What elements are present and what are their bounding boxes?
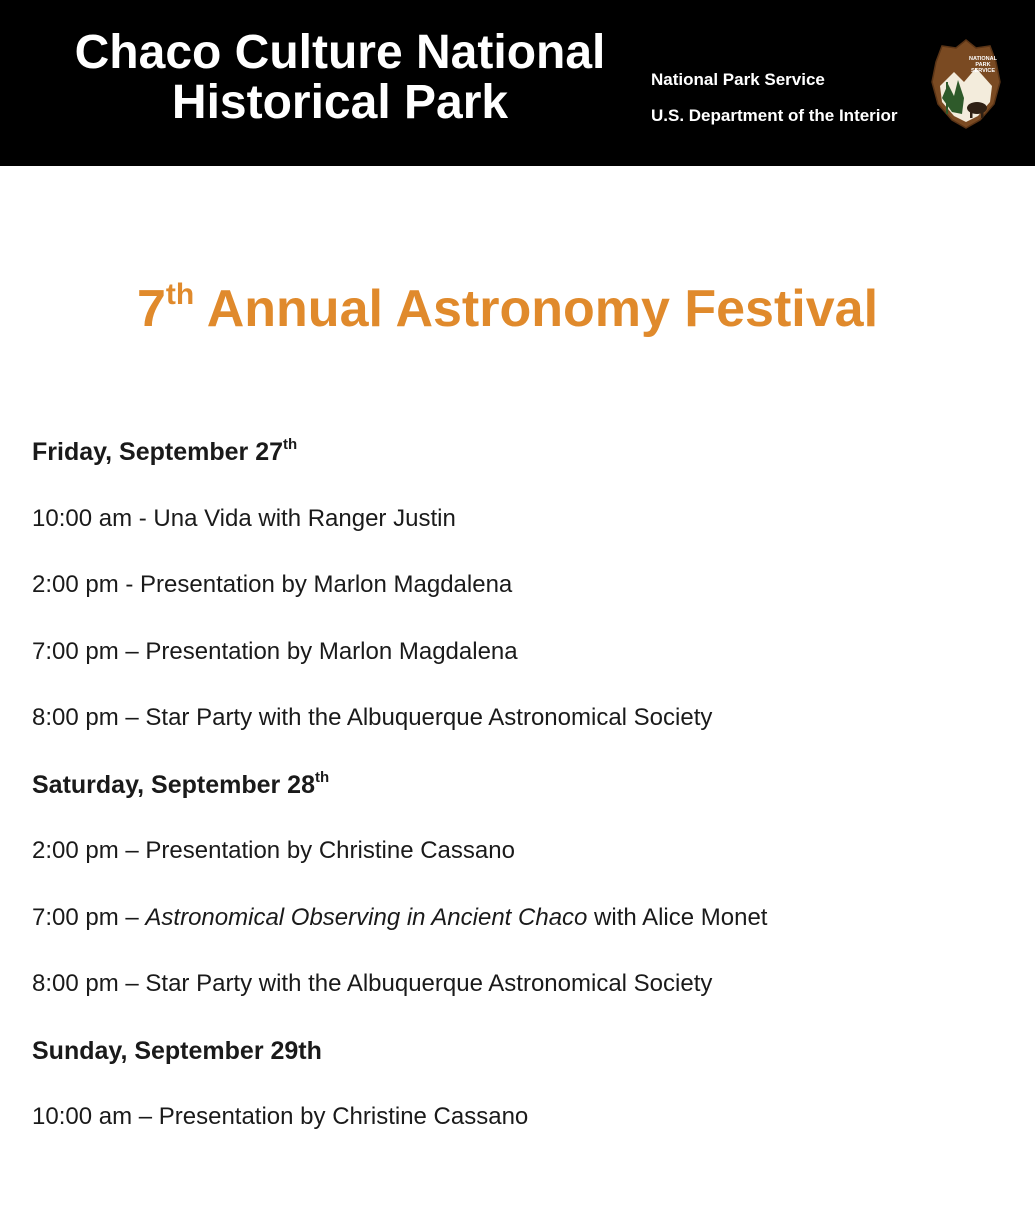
schedule bbox=[32, 432, 767, 1164]
event-item: 10:00 am – Presentation by Christine Cassano bbox=[32, 1103, 529, 1130]
day-heading-sunday: Sunday, September 29th bbox=[32, 1036, 322, 1065]
department-name: U.S. Department of the Interior bbox=[651, 106, 898, 125]
logo-text-3: SERVICE bbox=[970, 68, 996, 74]
title-ordinal: 7 bbox=[136, 280, 166, 338]
event-time: 7:00 pm – bbox=[32, 903, 146, 931]
agency-info bbox=[651, 68, 898, 140]
park-name bbox=[30, 28, 650, 128]
title-text: Annual Astronomy Festival bbox=[194, 280, 879, 338]
day-heading-text: Friday, September 27 bbox=[32, 438, 284, 466]
logo-text-2: PARK bbox=[975, 62, 991, 68]
day-heading-saturday bbox=[32, 765, 767, 832]
event-item: 8:00 pm – Star Party with the Albuquerque Astronomical Society bbox=[32, 970, 713, 997]
event-item: 10:00 am - Una Vida with Ranger Justin bbox=[32, 504, 456, 532]
event-item: 7:00 pm – Presentation by Marlon Magdalena bbox=[32, 637, 518, 665]
park-name-line2: Historical Park bbox=[171, 76, 509, 129]
event-item: 8:00 pm – Star Party with the Albuquerque Astronomical Society bbox=[32, 704, 713, 731]
event-item bbox=[32, 898, 767, 965]
day-heading-text: Saturday, September 28 bbox=[32, 770, 315, 799]
festival-title bbox=[0, 276, 1015, 342]
event-item: 2:00 pm - Presentation by Marlon Magdalena bbox=[32, 571, 513, 598]
day-heading-suffix: th bbox=[283, 436, 298, 453]
day-heading-suffix: th bbox=[314, 768, 330, 786]
agency-name: National Park Service bbox=[651, 70, 825, 89]
event-talk-title: Astronomical Observing in Ancient Chaco bbox=[145, 903, 588, 931]
event-item: 2:00 pm – Presentation by Christine Cassano bbox=[32, 837, 515, 864]
nps-arrowhead-icon bbox=[930, 38, 1002, 130]
park-name-line1: Chaco Culture National bbox=[74, 26, 606, 79]
title-ordinal-suffix: th bbox=[165, 278, 195, 311]
event-presenter: with Alice Monet bbox=[587, 903, 768, 931]
logo-text-1: NATIONAL bbox=[968, 56, 998, 62]
day-heading-friday bbox=[32, 432, 767, 499]
header-banner bbox=[0, 0, 1035, 166]
